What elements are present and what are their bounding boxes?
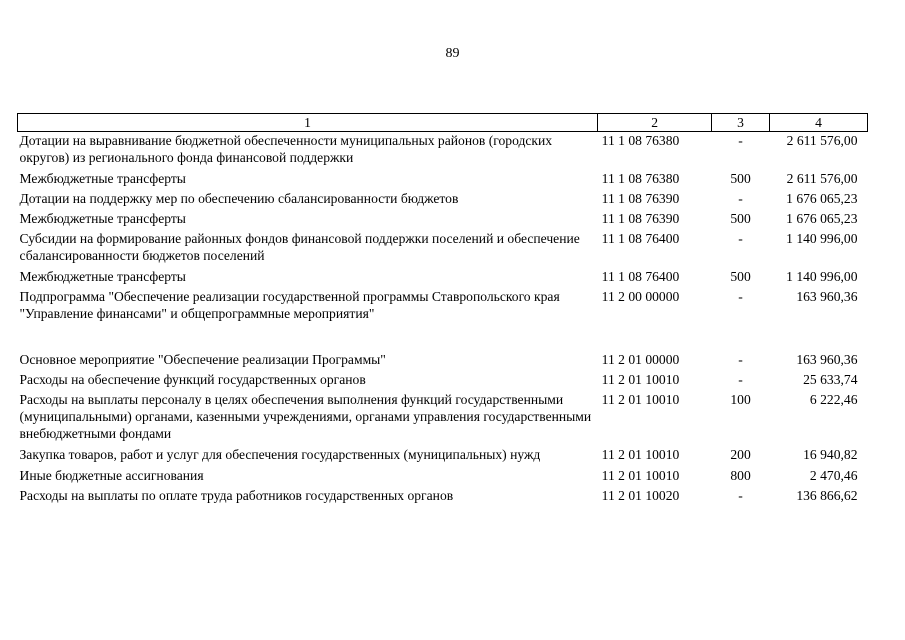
row-amount: 1 140 996,00 — [786, 231, 858, 246]
page-number: 89 — [445, 46, 460, 61]
table-row — [18, 467, 868, 487]
row-type: 500 — [730, 211, 751, 226]
row-name: Дотации на поддержку мер по обеспечению сбалансированности бюджетов — [19, 191, 459, 206]
row-amount: 2 611 576,00 — [786, 171, 858, 186]
row-name: Расходы на выплаты персоналу в целях обеспечения выполнения функций государственными (муниципальными) органами, казенными учреждениями, органами управления государственными внебюджетными фондами — [19, 392, 592, 441]
row-type: - — [738, 289, 743, 304]
row-amount: 2 611 576,00 — [786, 133, 858, 148]
row-code: 11 2 01 00000 — [601, 352, 680, 367]
row-type: - — [738, 372, 743, 387]
table-row — [18, 351, 868, 371]
row-amount: 163 960,36 — [796, 289, 858, 304]
table-row — [18, 170, 868, 190]
row-type: 800 — [730, 468, 751, 483]
table-row — [18, 487, 868, 507]
row-name: Закупка товаров, работ и услуг для обеспечения государственных (муниципальных) нужд — [19, 447, 541, 462]
row-name: Субсидии на формирование районных фондов финансовой поддержки поселений и обеспечение сбалансированности бюджетов поселений — [19, 231, 580, 263]
row-name: Иные бюджетные ассигнования — [19, 468, 204, 483]
row-code: 11 1 08 76380 — [601, 133, 680, 148]
row-type: - — [738, 352, 743, 367]
row-type: 500 — [730, 269, 751, 284]
row-type: - — [738, 191, 743, 206]
row-amount: 1 140 996,00 — [786, 269, 858, 284]
row-amount: 136 866,62 — [796, 488, 858, 503]
row-code: 11 2 01 10010 — [601, 372, 680, 387]
row-code: 11 1 08 76380 — [601, 171, 680, 186]
column-header-name: 1 — [18, 114, 598, 132]
table-header-row — [18, 114, 868, 132]
column-header-type: 3 — [712, 114, 770, 132]
row-name: Основное мероприятие "Обеспечение реализации Программы" — [19, 352, 386, 367]
row-code: 11 1 08 76400 — [601, 231, 680, 246]
row-type: 200 — [730, 447, 751, 462]
row-name: Межбюджетные трансферты — [19, 269, 186, 284]
row-name: Дотации на выравнивание бюджетной обеспеченности муниципальных районов (городских округов) из регионального фонда финансовой поддержки — [19, 133, 553, 165]
table-row — [18, 190, 868, 210]
table-row — [18, 288, 868, 351]
row-amount: 1 676 065,23 — [786, 191, 858, 206]
budget-table-container — [17, 113, 868, 507]
table-row — [18, 230, 868, 268]
row-code: 11 2 01 10010 — [601, 468, 680, 483]
column-header-amount: 4 — [770, 114, 868, 132]
table-row — [18, 268, 868, 288]
row-amount: 25 633,74 — [803, 372, 858, 387]
row-code: 11 1 08 76390 — [601, 211, 680, 226]
row-amount: 2 470,46 — [809, 468, 858, 483]
row-code: 11 2 00 00000 — [601, 289, 680, 304]
row-name: Расходы на выплаты по оплате труда работников государственных органов — [19, 488, 454, 503]
row-name: Межбюджетные трансферты — [19, 211, 186, 226]
row-type: 100 — [730, 392, 751, 407]
row-type: - — [738, 231, 743, 246]
table-row — [18, 210, 868, 230]
row-name: Подпрограмма "Обеспечение реализации государственной программы Ставропольского края "Управление финансами" и общепрограммные мероприятия" — [19, 289, 560, 321]
row-name: Межбюджетные трансферты — [19, 171, 186, 186]
table-row — [18, 132, 868, 171]
table-row — [18, 371, 868, 391]
row-code: 11 1 08 76400 — [601, 269, 680, 284]
budget-table — [17, 113, 868, 507]
row-name: Расходы на обеспечение функций государственных органов — [19, 372, 366, 387]
row-amount: 1 676 065,23 — [786, 211, 858, 226]
row-code: 11 1 08 76390 — [601, 191, 680, 206]
row-code: 11 2 01 10020 — [601, 488, 680, 503]
table-row — [18, 446, 868, 467]
row-type: - — [738, 488, 743, 503]
table-row — [18, 391, 868, 446]
row-code: 11 2 01 10010 — [601, 392, 680, 407]
row-amount: 16 940,82 — [803, 447, 858, 462]
row-amount: 6 222,46 — [809, 392, 858, 407]
row-type: - — [738, 133, 743, 148]
row-type: 500 — [730, 171, 751, 186]
column-header-code: 2 — [598, 114, 712, 132]
row-code: 11 2 01 10010 — [601, 447, 680, 462]
row-amount: 163 960,36 — [796, 352, 858, 367]
